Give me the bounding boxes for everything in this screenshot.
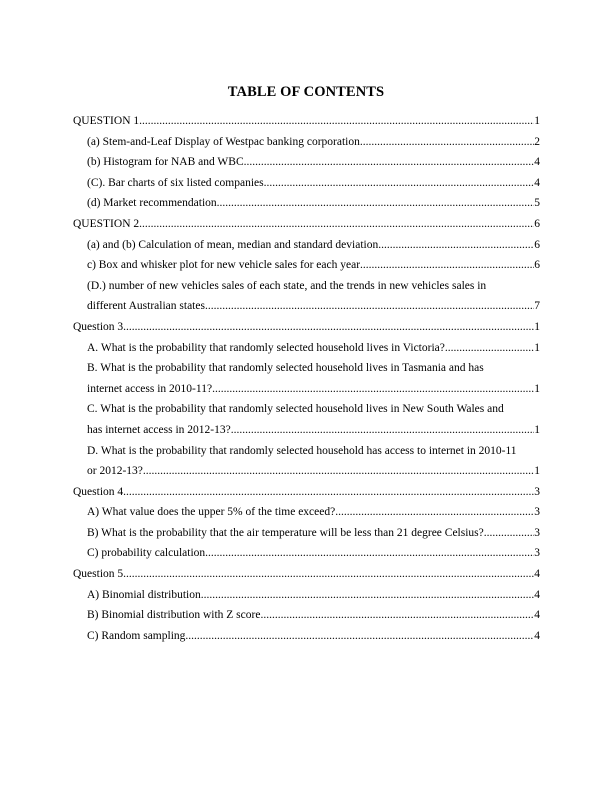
- toc-entry-text: A) Binomial distribution: [87, 588, 201, 601]
- toc-entry-text: B) What is the probability that the air temperature will be less than 21 degree Celsius?: [87, 526, 484, 539]
- toc-entry-text: B. What is the probability that randomly selected household lives in Tasmania and has: [87, 362, 484, 375]
- toc-page-number: 1: [534, 382, 540, 395]
- toc-entry[interactable]: [73, 543, 540, 564]
- toc-page-number: 3: [534, 547, 540, 560]
- dot-leader: [205, 296, 534, 317]
- toc-page-number: 1: [534, 115, 540, 127]
- dot-leader: [139, 111, 534, 132]
- toc-entry-text: (C). Bar charts of six listed companies: [87, 176, 264, 189]
- toc-entry[interactable]: [73, 605, 540, 626]
- toc-entry-text: Question 5: [73, 568, 124, 581]
- toc-entry[interactable]: [73, 193, 540, 214]
- toc-entry-text: C. What is the probability that randomly selected household lives in New South Wales and: [87, 403, 504, 416]
- dot-leader: [231, 420, 535, 441]
- toc-page-number: 3: [534, 485, 540, 498]
- dot-leader: [185, 626, 534, 647]
- table-of-contents: [73, 111, 540, 646]
- toc-entry-text: QUESTION 2: [73, 217, 140, 230]
- toc-entry-text: C) Random sampling: [87, 629, 186, 642]
- toc-page-number: 1: [534, 423, 540, 436]
- toc-entry-text: D. What is the probability that randomly selected household has access to internet in 2010-11: [87, 444, 517, 457]
- toc-entry-text: (d) Market recommendation: [87, 197, 217, 210]
- toc-entry[interactable]: [73, 111, 540, 132]
- toc-entry-text: QUESTION 1: [73, 115, 140, 127]
- toc-entry[interactable]: [73, 399, 540, 440]
- toc-page-number: 4: [534, 588, 540, 601]
- toc-entry-text-continued: has internet access in 2012-13?: [87, 423, 231, 436]
- toc-entry[interactable]: [73, 441, 540, 482]
- dot-leader: [143, 461, 534, 482]
- dot-leader: [445, 338, 534, 359]
- toc-page-number: 1: [534, 320, 540, 333]
- toc-entry[interactable]: [73, 523, 540, 544]
- dot-leader: [201, 585, 535, 606]
- toc-page-number: 5: [534, 197, 540, 210]
- dot-leader: [123, 482, 534, 503]
- dot-leader: [378, 235, 534, 256]
- dot-leader: [123, 564, 534, 585]
- toc-entry-text: (b) Histogram for NAB and WBC: [87, 156, 244, 169]
- toc-entry-text-continued: internet access in 2010-11?: [87, 382, 213, 395]
- toc-entry[interactable]: [73, 255, 540, 276]
- toc-entry-text: A) What value does the upper 5% of the time exceed?: [87, 506, 336, 519]
- toc-page-number: 4: [534, 609, 540, 622]
- toc-entry-text-continued: or 2012-13?: [87, 465, 143, 478]
- dot-leader: [264, 173, 535, 194]
- toc-entry[interactable]: [73, 173, 540, 194]
- toc-page-number: 6: [534, 217, 540, 230]
- toc-page-number: 1: [534, 465, 540, 478]
- toc-entry[interactable]: [73, 276, 540, 317]
- toc-entry[interactable]: [73, 214, 540, 235]
- dot-leader: [360, 132, 534, 153]
- toc-page-number: 2: [534, 135, 540, 148]
- toc-entry[interactable]: [73, 585, 540, 606]
- toc-entry[interactable]: [73, 235, 540, 256]
- dot-leader: [205, 543, 534, 564]
- toc-entry[interactable]: [73, 626, 540, 647]
- toc-page-number: 7: [534, 300, 540, 313]
- toc-page-number: 3: [534, 506, 540, 519]
- toc-entry[interactable]: [73, 564, 540, 585]
- toc-entry[interactable]: [73, 358, 540, 399]
- toc-entry-text: (D.) number of new vehicles sales of each state, and the trends in new vehicles sales in: [87, 279, 487, 292]
- toc-entry[interactable]: [73, 502, 540, 523]
- toc-page-number: 4: [534, 629, 540, 642]
- toc-entry-text: Question 4: [73, 485, 124, 498]
- toc-page-number: 3: [534, 526, 540, 539]
- toc-entry-text: c) Box and whisker plot for new vehicle sales for each year: [87, 259, 361, 272]
- dot-leader: [212, 379, 534, 400]
- toc-entry[interactable]: [73, 152, 540, 173]
- toc-entry-text: B) Binomial distribution with Z score: [87, 609, 261, 622]
- dot-leader: [123, 317, 534, 338]
- dot-leader: [260, 605, 534, 626]
- toc-entry[interactable]: [73, 482, 540, 503]
- toc-entry-text-continued: different Australian states: [87, 300, 205, 313]
- toc-entry[interactable]: [73, 132, 540, 153]
- toc-entry-text: (a) and (b) Calculation of mean, median and standard deviation: [87, 238, 379, 251]
- toc-page-number: 1: [534, 341, 540, 354]
- toc-entry-text: (a) Stem-and-Leaf Display of Westpac banking corporation: [87, 135, 360, 148]
- toc-page-number: 4: [534, 156, 540, 169]
- toc-page-number: 4: [534, 176, 540, 189]
- dot-leader: [484, 523, 535, 544]
- toc-entry-text: C) probability calculation: [87, 547, 206, 560]
- toc-entry[interactable]: [73, 338, 540, 359]
- dot-leader: [335, 502, 534, 523]
- toc-page-number: 4: [534, 568, 540, 581]
- toc-page-number: 6: [534, 238, 540, 251]
- dot-leader: [360, 255, 534, 276]
- page-title: TABLE OF CONTENTS: [227, 84, 385, 100]
- toc-entry-text: Question 3: [73, 320, 124, 333]
- dot-leader: [217, 193, 535, 214]
- toc-page-number: 6: [534, 259, 540, 272]
- toc-entry-text: A. What is the probability that randomly selected household lives in Victoria?: [87, 341, 445, 354]
- dot-leader: [139, 214, 534, 235]
- toc-entry[interactable]: [73, 317, 540, 338]
- dot-leader: [244, 152, 535, 173]
